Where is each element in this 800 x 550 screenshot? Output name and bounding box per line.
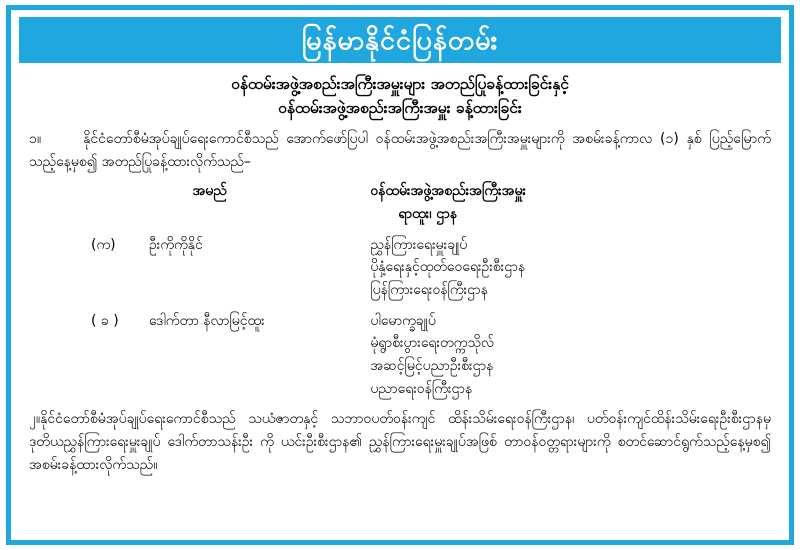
row-index-label: (က) [91,236,116,253]
document-body [19,128,781,476]
row-post-line: ပြန်ကြားရေးဝန်ကြီးဌာန [370,282,488,299]
row-index-label: ( ခ ) [91,312,119,329]
paragraph-2-number: ၂။ [29,411,41,428]
row-post-cell [370,310,771,401]
document-content [19,17,781,533]
row-post-line: ပါမောက္ခချုပ် [370,312,436,329]
column-header-post-main: ဝန်ထမ်းအဖွဲ့အစည်းအကြီးအမှူး [370,183,527,200]
paragraph-2 [29,408,771,476]
document-border-frame [6,5,794,545]
subtitle-line-1: ဝန်ထမ်းအဖွဲ့အစည်းအကြီးအမှူးများ အတည်ပြုခန့်ထားခြင်းနှင့် [231,75,569,93]
table-row [29,234,771,302]
row-post-line: မုံရွာစီးပွားရေးတက္ကသိုလ် [370,335,495,352]
paragraph-1-number: ၁။ [29,131,42,148]
row-person-name: ဦးကိုကိုနိုင် [149,236,203,253]
table-row [29,310,771,401]
paragraph-1 [29,128,771,173]
column-header-post-sub: ရာထူး၊ ဌာန [398,206,458,223]
page-title: မြန်မာနိုင်ငံပြန်တမ်း [301,24,499,56]
column-header-name: အမည် [192,183,227,200]
row-post-line: အဆင့်မြင့်ပညာဦးစီးဌာန [370,358,494,375]
column-header-post [370,180,771,225]
row-post-cell [370,234,771,302]
paragraph-1-text: နိုင်ငံတော်စီမံအုပ်ချုပ်ရေးကောင်စီသည် အောက်ဖော်ပြပါ ဝန်ထမ်းအဖွဲ့အစည်းအကြီးအမှူးများကို အစမ်းခန့်ကာလ (၁) နှစ် ပြည့်မြောက်သည့်နေ့မှစ၍ အတည်ပြုခန့်ထားလိုက်သည်– [29,131,771,170]
subtitle-line-2: ဝန်ထမ်းအဖွဲ့အစည်းအကြီးအမှူး ခန့်ထားခြင်း [278,99,522,118]
row-name-cell [29,234,370,302]
appointment-table-header [29,180,771,225]
row-name-cell [29,310,370,401]
document-header-banner [19,17,781,63]
row-person-name: ဒေါက်တာ နီလာမြင့်ထူး [149,312,265,329]
paragraph-2-text: နိုင်ငံတော်စီမံအုပ်ချုပ်ရေးကောင်စီသည် သယံဇာတနှင့် သဘာဝပတ်ဝန်းကျင် ထိန်းသိမ်းရေးဝန်ကြီးဌာန၊ ပတ်ဝန်းကျင်ထိန်းသိမ်းရေးဦးစီးဌာနမှ ဒုတိယညွှန်ကြားရေးမှူးချုပ် ဒေါက်တာသန်းဦး ကို ယင်းဦးစီးဌာန၏ ညွှန်ကြားရေးမှူးချုပ်အဖြစ် တာဝန်ဝတ္တရားများကို စတင်ဆောင်ရွက်သည့်နေ့မှစ၍ အစမ်းခန့်ထားလိုက်သည်။ [29,411,771,473]
row-post-line: ပိုနှံ့ရေးနှင့်ထုတ်ဝေရေးဦးစီးဌာန [370,259,526,276]
row-post-line: ညွှန်ကြားရေးမှူးချုပ် [370,236,468,253]
document-subtitle [19,72,781,120]
row-post-line: ပညာရေးဝန်ကြီးဌာန [370,380,473,397]
